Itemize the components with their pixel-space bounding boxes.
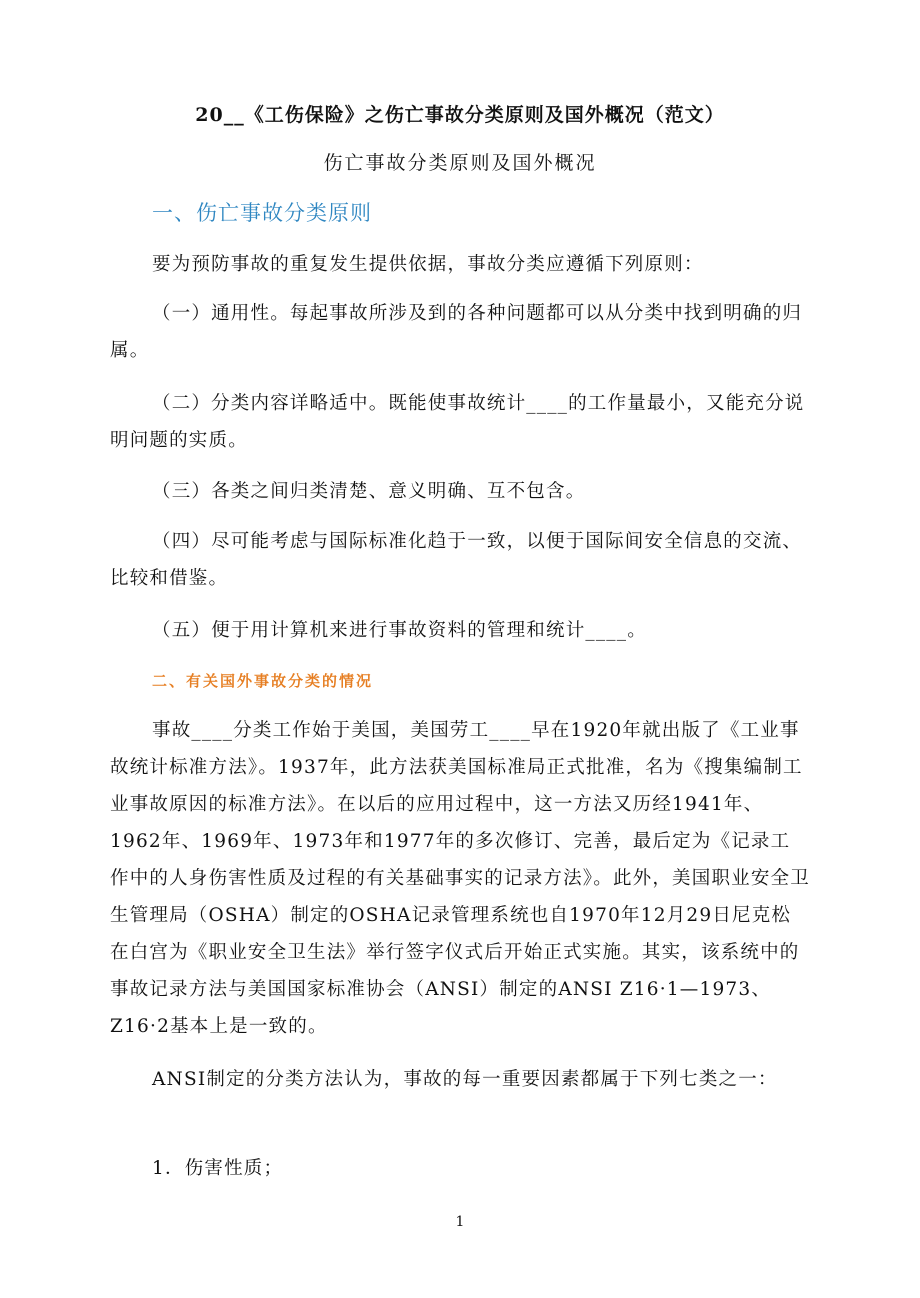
principle-1: （一）通用性。每起事故所涉及到的各种问题都可以从分类中找到明确的归属。 — [110, 303, 803, 361]
principle-5: （五）便于用计算机来进行事故资料的管理和统计____。 — [152, 620, 647, 641]
section2-paragraph-1: 事故____分类工作始于美国，美国劳工____早在1920年就出版了《工业事故统计标准方法》。1937年，此方法获美国标准局正式批准，名为《搜集编制工业事故原因的标准方法》。在以后的应用过程中，这一方法又历经1941年、1962年、1969年、1973年和1977年的多次修订、完善，最后定为《记录工作中的人身伤害性质及过程的有关基础事实的记录方法》。此外，美国职业安全卫生管理局（OSHA）制定的OSHA记录管理系统也自1970年12月29日尼克松在白宫为《职业安全卫生法》举行签字仪式后开始正式实施。其实，该系统中的事故记录方法与美国国家标准协会（ANSI）制定的ANSI Z16·1—1973、Z16·2基本上是一致的。 — [110, 720, 810, 1037]
principle-3: （三）各类之间归类清楚、意义明确、互不包含。 — [152, 481, 586, 502]
principle-2: （二）分类内容详略适中。既能使事故统计____的工作量最小，又能充分说明问题的实质。 — [110, 393, 805, 451]
section2-paragraph-2: ANSI制定的分类方法认为，事故的每一重要因素都属于下列七类之一： — [152, 1069, 778, 1090]
document-subtitle: 伤亡事故分类原则及国外概况 — [323, 152, 597, 174]
list-item-1: 1．伤害性质； — [152, 1158, 284, 1179]
page-number: 1 — [455, 1214, 465, 1230]
principle-4: （四）尽可能考虑与国际标准化趋于一致，以便于国际间安全信息的交流、比较和借鉴。 — [110, 531, 803, 589]
section1-intro: 要为预防事故的重复发生提供依据，事故分类应遵循下列原则： — [152, 254, 704, 275]
section1-heading: 一、伤亡事故分类原则 — [152, 201, 372, 225]
section2-heading: 二、有关国外事故分类的情况 — [152, 672, 374, 690]
document-title: 20__《工伤保险》之伤亡事故分类原则及国外概况（范文） — [195, 104, 725, 126]
